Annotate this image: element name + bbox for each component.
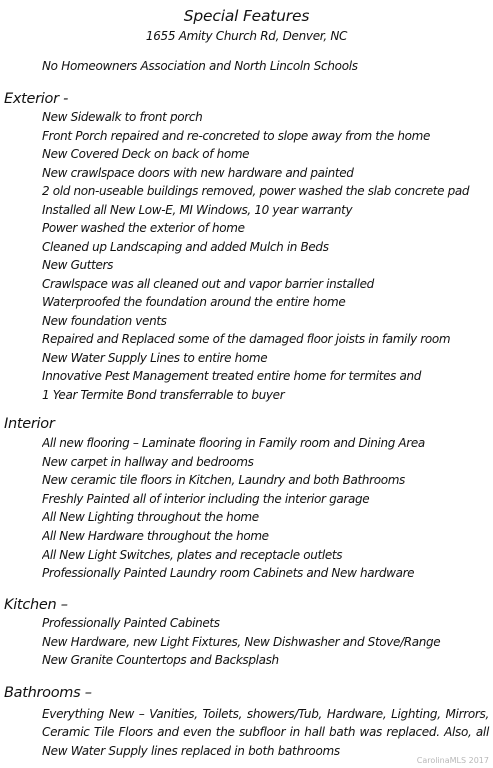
list-item: Front Porch repaired and re-concreted to slope away from the home bbox=[42, 128, 431, 143]
intro-line: No Homeowners Association and North Lincoln Schools bbox=[42, 59, 358, 73]
list-item: Waterproofed the foundation around the entire home bbox=[42, 295, 346, 309]
list-item: All New Lighting throughout the home bbox=[42, 510, 259, 525]
list-item: Power washed the exterior of home bbox=[42, 221, 245, 235]
page-title: Special Features bbox=[183, 7, 310, 25]
exterior-list bbox=[42, 108, 492, 404]
bathrooms-heading: Bathrooms – bbox=[4, 685, 92, 701]
watermark: CarolinaMLS 2017 bbox=[416, 756, 489, 765]
list-item: New carpet in hallway and bedrooms bbox=[42, 454, 254, 469]
list-item: All new flooring – Laminate flooring in Family room and Dining Area bbox=[42, 436, 425, 450]
list-item: New Covered Deck on back of home bbox=[42, 147, 250, 161]
exterior-heading: Exterior - bbox=[4, 91, 69, 107]
list-item: New crawlspace doors with new hardware and painted bbox=[42, 165, 354, 180]
list-item: New Water Supply Lines to entire home bbox=[42, 350, 268, 365]
list-item: Installed all New Low-E, MI Windows, 10 year warranty bbox=[42, 202, 353, 217]
interior-list bbox=[42, 434, 492, 583]
list-item: All New Light Switches, plates and receptacle outlets bbox=[42, 547, 343, 562]
list-item: 1 Year Termite Bond transferrable to buyer bbox=[42, 387, 285, 402]
list-item: Professionally Painted Laundry room Cabinets and New hardware bbox=[42, 566, 415, 581]
list-item: Professionally Painted Cabinets bbox=[42, 616, 220, 630]
list-item: New ceramic tile floors in Kitchen, Laundry and both Bathrooms bbox=[42, 473, 405, 488]
list-item: Crawlspace was all cleaned out and vapor barrier installed bbox=[42, 276, 374, 291]
list-item: New Granite Countertops and Backsplash bbox=[42, 653, 279, 668]
kitchen-heading: Kitchen – bbox=[4, 597, 68, 613]
list-item: Freshly Painted all of interior including the interior garage bbox=[42, 491, 370, 506]
list-item: New Gutters bbox=[42, 258, 114, 272]
list-item: New Hardware, new Light Fixtures, New Dishwasher and Stove/Range bbox=[42, 634, 441, 649]
list-item: New Sidewalk to front porch bbox=[42, 110, 203, 124]
list-item: Repaired and Replaced some of the damaged floor joists in family room bbox=[42, 332, 451, 346]
list-item: 2 old non-useable buildings removed, power washed the slab concrete pad bbox=[42, 184, 470, 198]
list-item: New foundation vents bbox=[42, 313, 167, 328]
bathrooms-text: Everything New – Vanities, Toilets, showers/Tub, Hardware, Lighting, Mirrors, Ceramic Tile Floors and even the subfloor in hall bath was replaced. Also, all New Water Supply lines replaced in both bathrooms bbox=[42, 707, 489, 758]
interior-heading: Interior bbox=[4, 416, 55, 432]
property-address: 1655 Amity Church Rd, Denver, NC bbox=[145, 29, 348, 43]
list-item: Cleaned up Landscaping and added Mulch in Beds bbox=[42, 239, 329, 254]
list-item: Innovative Pest Management treated entire home for termites and bbox=[42, 369, 422, 383]
kitchen-list bbox=[42, 614, 492, 670]
list-item: All New Hardware throughout the home bbox=[42, 528, 269, 543]
